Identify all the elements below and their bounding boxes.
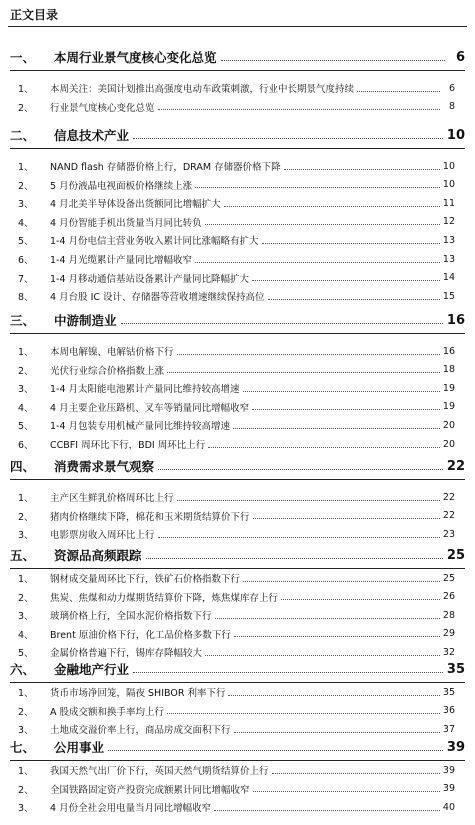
toc-entry[interactable] [18, 607, 455, 623]
toc-entry[interactable] [18, 626, 455, 642]
toc-entry[interactable] [18, 799, 455, 815]
entry-title[interactable]: 本周关注：美国计划推出高强度电动车政策刺激，行业中长期景气度持续 [50, 84, 355, 95]
entry-number: 5、 [18, 421, 34, 433]
entry-title[interactable]: 4 月份智能手机出货量当月同比转负 [50, 217, 202, 229]
entry-page-number: 35 [442, 686, 455, 698]
entry-page-number: 20 [442, 438, 455, 450]
entry-title[interactable]: 1-4 月份电信主营业务收入累计同比涨幅略有扩大 [50, 236, 259, 248]
leader-dots [284, 169, 440, 170]
toc-section[interactable] [10, 46, 465, 68]
section-divider [10, 333, 465, 334]
section-page-number: 22 [446, 458, 465, 474]
section-page-number: 16 [446, 312, 465, 328]
section-divider [10, 148, 465, 149]
entry-title[interactable]: 行业景气度核心变化总览 [50, 102, 155, 114]
toc-entry[interactable] [18, 214, 455, 230]
leader-dots [272, 773, 440, 774]
page-title: 正文目录 [10, 8, 59, 22]
entry-title[interactable]: CCBFI 周环比下行，BDI 周环比上行 [50, 440, 206, 451]
entry-number: 2、 [18, 706, 34, 718]
leader-dots [158, 469, 443, 470]
toc-section[interactable] [10, 124, 465, 146]
toc-entry[interactable] [18, 99, 455, 115]
toc-section[interactable] [10, 309, 465, 331]
entry-number: 8、 [18, 292, 34, 304]
entry-title[interactable]: 4 月主要企业压路机、叉车等销量同比增幅收窄 [50, 402, 250, 414]
entry-title[interactable]: 本周电解镍、电解钴价格下行 [50, 347, 174, 358]
leader-dots [224, 206, 440, 207]
entry-title[interactable]: 玻璃价格上行，全国水泥价格指数下行 [50, 611, 212, 623]
entry-title[interactable]: 1-4 月光缆累计产量同比增幅收窄 [50, 255, 193, 266]
section-title[interactable]: 资源品高频跟踪 [54, 548, 142, 563]
section-page-number: 6 [455, 49, 465, 65]
section-page-number: 35 [446, 661, 465, 677]
toc-entry[interactable] [18, 270, 455, 286]
section-number: 二、 [10, 128, 36, 143]
toc-entry[interactable] [18, 762, 455, 778]
entry-page-number: 8 [448, 101, 455, 113]
entry-page-number: 39 [442, 783, 455, 795]
section-number: 六、 [10, 662, 36, 677]
entry-page-number: 11 [442, 197, 455, 209]
entry-number: 4、 [18, 629, 34, 641]
toc-entry[interactable] [18, 417, 455, 433]
leader-dots [262, 243, 440, 244]
section-divider [10, 682, 465, 683]
entry-number: 6、 [18, 255, 34, 266]
leader-dots [233, 428, 440, 429]
entry-page-number: 37 [442, 723, 455, 735]
entry-number: 7、 [18, 273, 34, 285]
section-number: 三、 [10, 313, 36, 328]
entry-page-number: 10 [442, 160, 455, 172]
entry-title[interactable]: 4 月台股 IC 设计、存储器等营收增速继续保持高位 [50, 292, 265, 304]
entry-page-number: 29 [442, 628, 455, 640]
toc-entry[interactable] [18, 570, 455, 586]
entry-title[interactable]: 主产区生鲜乳价格周环比上行 [50, 493, 174, 504]
leader-dots [268, 299, 440, 300]
leader-dots [252, 409, 440, 410]
leader-dots [177, 500, 440, 501]
entry-title[interactable]: 货币市场净回笼，隔夜 SHIBOR 利率下行 [50, 688, 226, 699]
section-page-number: 10 [446, 127, 465, 143]
entry-title[interactable]: 电影票房收入周环比上行 [50, 530, 155, 542]
leader-dots [121, 323, 443, 324]
entry-page-number: 40 [442, 801, 455, 813]
entry-page-number: 22 [442, 510, 455, 522]
leader-dots [228, 695, 439, 696]
section-title[interactable]: 消费需求景气观察 [54, 459, 155, 474]
entry-number: 2、 [18, 365, 34, 377]
entry-number: 1、 [18, 688, 34, 699]
entry-title[interactable]: 焦炭、焦煤和动力煤期货结算价下降，炼焦煤库存上行 [50, 592, 279, 604]
entry-title[interactable]: NAND flash 存储器价格上行，DRAM 存储器价格下降 [50, 162, 281, 173]
entry-number: 2、 [18, 102, 34, 114]
toc-entry[interactable] [18, 343, 455, 359]
toc-entry[interactable] [18, 177, 455, 193]
leader-dots [243, 391, 440, 392]
section-number: 五、 [10, 548, 36, 563]
section-title[interactable]: 公用事业 [54, 740, 105, 755]
entry-title[interactable]: Brent 原油价格下行，化工品价格多数下行 [50, 629, 231, 641]
entry-number: 3、 [18, 530, 34, 542]
toc-entry[interactable] [18, 436, 455, 452]
toc-entry[interactable] [18, 526, 455, 542]
section-title[interactable]: 金融地产行业 [54, 662, 130, 677]
entry-page-number: 23 [442, 528, 455, 540]
entry-title[interactable]: 猪肉价格继续下降，棉花和玉米期货结算价下行 [50, 511, 250, 523]
leader-dots [208, 447, 440, 448]
leader-dots [167, 372, 440, 373]
entry-number: 6、 [18, 440, 34, 451]
entry-page-number: 19 [442, 401, 455, 413]
section-divider [10, 479, 465, 480]
entry-number: 5、 [18, 236, 34, 248]
entry-number: 2、 [18, 592, 34, 604]
entry-page-number: 20 [442, 419, 455, 431]
toc-section[interactable] [10, 544, 465, 566]
leader-dots [195, 187, 440, 188]
toc-entry[interactable] [18, 703, 455, 719]
entry-page-number: 15 [442, 290, 455, 302]
leader-dots [167, 713, 440, 714]
toc-entry[interactable] [18, 195, 455, 211]
entry-title[interactable]: 光伏行业综合价格指数上涨 [50, 365, 165, 377]
entry-number: 1、 [18, 84, 34, 95]
toc-entry[interactable] [18, 80, 455, 96]
entry-number: 1、 [18, 493, 34, 504]
section-number: 一、 [10, 50, 36, 65]
leader-dots [158, 109, 440, 110]
entry-number: 2、 [18, 784, 34, 796]
entry-title[interactable]: 1-4 月包装专用机械产量同比维持较高增速 [50, 421, 231, 433]
toc-entry[interactable] [18, 251, 455, 267]
leader-dots [234, 732, 440, 733]
leader-dots [253, 791, 440, 792]
entry-title[interactable]: A 股成交额和换手率均上行 [50, 706, 165, 718]
section-number: 四、 [10, 459, 36, 474]
entry-title[interactable]: 土地成交溢价率上行，商品房成交面积下行 [50, 725, 231, 737]
toc-entry[interactable] [18, 489, 455, 505]
section-title[interactable]: 信息技术产业 [54, 128, 130, 143]
entry-page-number: 32 [442, 646, 455, 658]
section-divider [10, 760, 465, 761]
entry-title[interactable]: 全国铁路固定资产投资完成额累计同比增幅收窄 [50, 784, 250, 796]
entry-title[interactable]: 1-4 月太阳能电池累计产量同比维持较高增速 [50, 384, 240, 396]
entry-page-number: 6 [448, 82, 455, 94]
leader-dots [253, 518, 440, 519]
leader-dots [234, 636, 440, 637]
leader-dots [214, 810, 440, 811]
leader-dots [146, 558, 443, 559]
toc-entry[interactable] [18, 781, 455, 797]
section-title[interactable]: 本周行业景气度核心变化总览 [54, 50, 217, 65]
toc-entry[interactable] [18, 380, 455, 396]
leader-dots [215, 618, 440, 619]
entry-number: 1、 [18, 162, 34, 173]
entry-number: 3、 [18, 199, 34, 211]
section-title[interactable]: 中游制造业 [54, 313, 117, 328]
entry-number: 1、 [18, 574, 34, 585]
entry-title[interactable]: 1-4 月移动通信基站设备累计产量同比降幅扩大 [50, 273, 250, 285]
section-page-number: 25 [446, 547, 465, 563]
toc-entry[interactable] [18, 158, 455, 174]
leader-dots [357, 91, 440, 92]
toc-entry[interactable] [18, 589, 455, 605]
entry-page-number: 25 [442, 572, 455, 584]
leader-dots [108, 750, 443, 751]
entry-page-number: 39 [442, 764, 455, 776]
entry-number: 3、 [18, 725, 34, 737]
leader-dots [158, 537, 440, 538]
entry-page-number: 26 [442, 591, 455, 603]
toc-entry[interactable] [18, 508, 455, 524]
toc-entry[interactable] [18, 232, 455, 248]
toc-entry[interactable] [18, 684, 455, 700]
section-divider [10, 70, 465, 71]
entry-page-number: 16 [442, 345, 455, 357]
entry-page-number: 22 [442, 491, 455, 503]
entry-page-number: 12 [442, 216, 455, 228]
entry-number: 5、 [18, 648, 34, 660]
entry-number: 1、 [18, 766, 34, 777]
entry-number: 2、 [18, 511, 34, 523]
toc-section[interactable] [10, 736, 465, 758]
leader-dots [221, 60, 445, 61]
leader-dots [252, 280, 440, 281]
toc-entry[interactable] [18, 288, 455, 304]
entry-title[interactable]: 4 月北美半导体设备出货额同比增幅扩大 [50, 199, 221, 211]
toc-entry[interactable] [18, 721, 455, 737]
section-page-number: 39 [446, 739, 465, 755]
entry-page-number: 18 [442, 364, 455, 376]
entry-title[interactable]: 钢材成交量周环比下行，铁矿石价格指数下行 [50, 574, 241, 585]
leader-dots [177, 354, 440, 355]
entry-title[interactable]: 我国天然气出厂价下行，英国天然气期货结算价上行 [50, 766, 269, 777]
entry-number: 4、 [18, 217, 34, 229]
entry-number: 2、 [18, 180, 34, 192]
entry-number: 4、 [18, 402, 34, 414]
entry-page-number: 13 [442, 234, 455, 246]
entry-number: 3、 [18, 384, 34, 396]
entry-page-number: 19 [442, 382, 455, 394]
entry-page-number: 10 [442, 179, 455, 191]
entry-number: 3、 [18, 803, 34, 815]
entry-page-number: 36 [442, 705, 455, 717]
entry-page-number: 28 [442, 609, 455, 621]
toc-section[interactable] [10, 658, 465, 680]
leader-dots [205, 224, 440, 225]
entry-title[interactable]: 4 月份全社会用电量当月同比增幅收窄 [50, 803, 212, 815]
entry-title[interactable]: 金属价格普遍下行，锡库存降幅较大 [50, 648, 203, 660]
entry-number: 1、 [18, 347, 34, 358]
leader-dots [133, 138, 443, 139]
leader-dots [243, 581, 440, 582]
leader-dots [205, 655, 440, 656]
entry-page-number: 14 [442, 272, 455, 284]
leader-dots [133, 672, 443, 673]
toc-section[interactable] [10, 455, 465, 477]
section-number: 七、 [10, 740, 36, 755]
entry-number: 3、 [18, 611, 34, 623]
entry-title[interactable]: 5 月份液晶电视面板价格继续上涨 [50, 180, 193, 192]
toc-entry[interactable] [18, 362, 455, 378]
section-divider [10, 568, 465, 569]
leader-dots [281, 599, 440, 600]
entry-page-number: 13 [442, 253, 455, 265]
leader-dots [195, 262, 440, 263]
toc-entry[interactable] [18, 399, 455, 415]
